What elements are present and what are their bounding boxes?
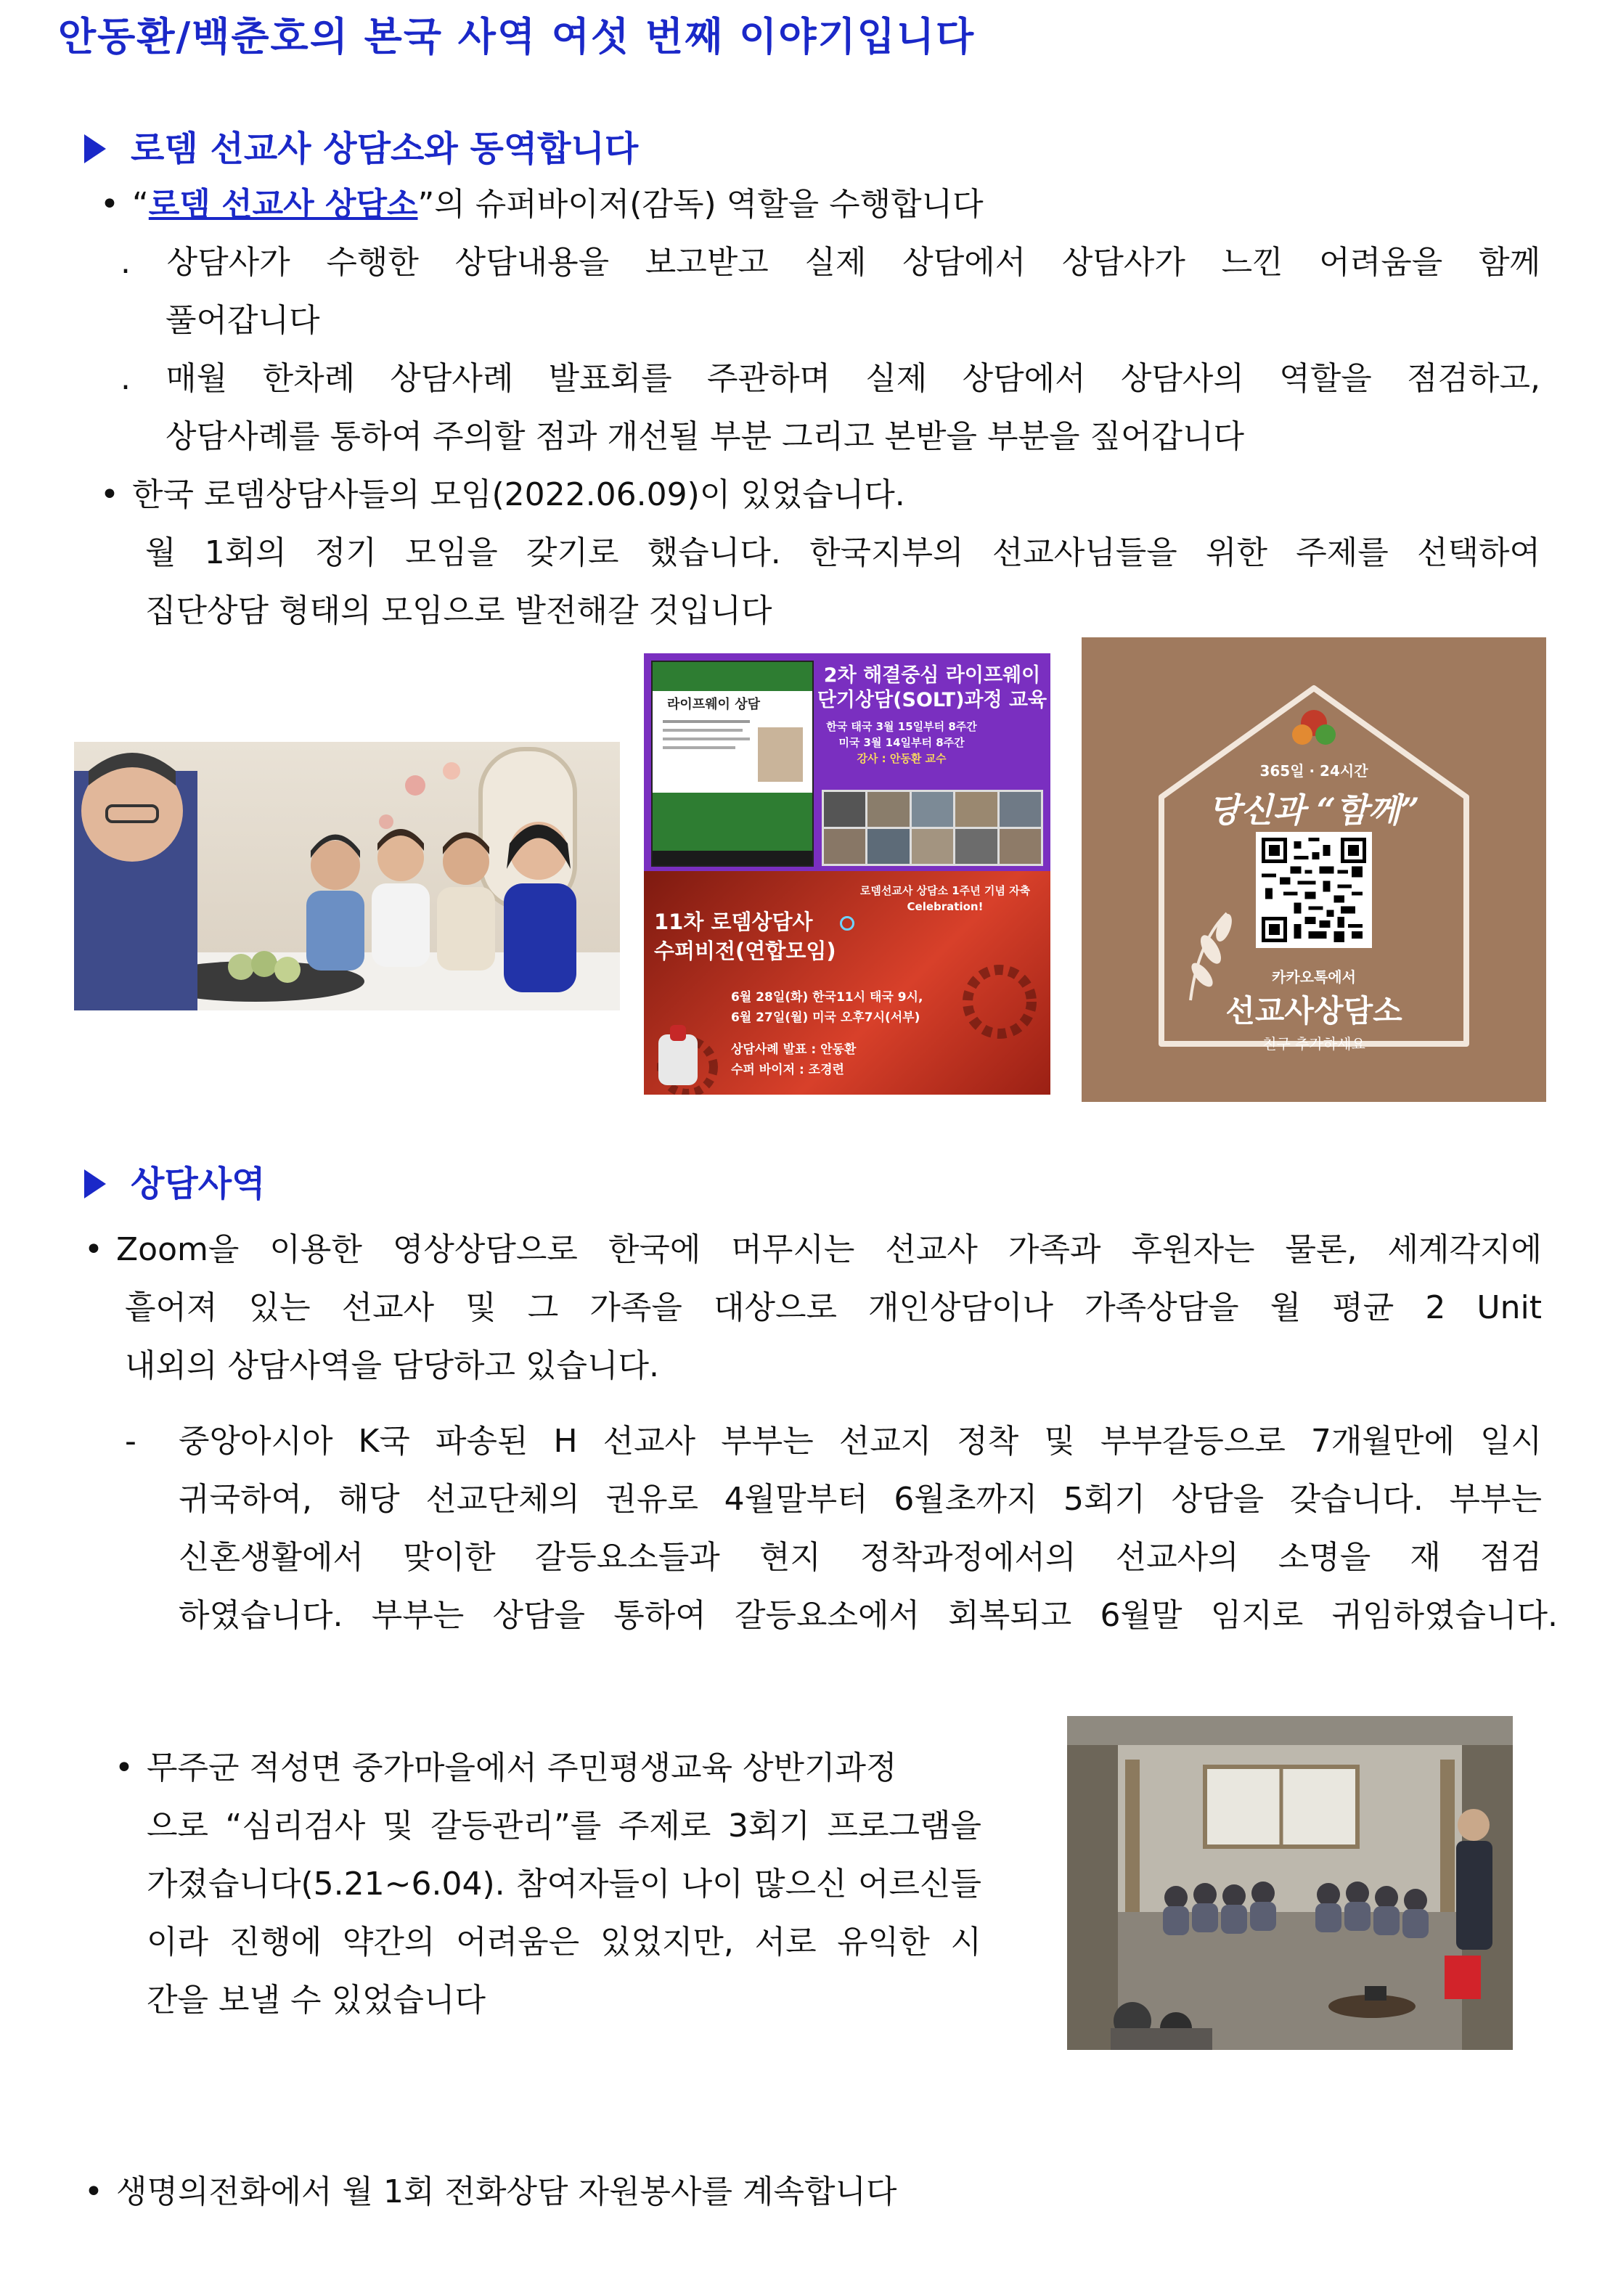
case-line3: 신혼생활에서 맞이한 갈등요소들과 현지 정착과정에서의 선교사의 소명을 재 점검	[179, 1539, 1542, 1576]
supervision-date-usa: 6월 27일(월) 미국 오후7시(서부)	[731, 1010, 920, 1025]
supervision-poster	[644, 871, 1050, 1095]
muju-line4: 이라 진행에 약간의 어려움은 있었지만, 서로 유익한 시	[147, 1924, 981, 1961]
supervision-title-line2: 수퍼비전(연합모임)	[654, 939, 836, 963]
section-heading-text: 로뎀 선교사 상담소와 동역합니다	[131, 128, 639, 169]
zoom-counseling-line3: 내외의 상담사역을 담당하고 있습니다.	[125, 1347, 660, 1384]
supervision-title-line1: 11차 로뎀상담사	[654, 910, 813, 934]
case-line2: 귀국하여, 해당 선교단체의 권유로 4월말부터 6월초까지 5회기 상담을 갖습니다. 부부는	[179, 1481, 1542, 1518]
case-presenter: 상담사례 발표 : 안동환	[731, 1042, 857, 1057]
qr-code-icon[interactable]	[1256, 832, 1372, 948]
quote-open: “	[132, 186, 149, 223]
arrow-bullet-icon	[84, 134, 106, 163]
paragraph-monthly-cont: 상담사례를 통하여 주의할 점과 개선될 부분 그리고 본받을 부분을 짚어갑니다	[166, 418, 1245, 455]
celebration-text: Celebration!	[907, 900, 984, 913]
bullet-meeting: • 한국 로뎀상담사들의 모임(2022.06.09)이 있었습니다.	[132, 466, 905, 524]
paragraph-meeting: 월 1회의 정기 모임을 갖기로 했습니다. 한국지부의 선교사님들을 위한 주제를 선택하여	[145, 534, 1540, 571]
rodem-link[interactable]: 로뎀 선교사 상담소	[148, 186, 418, 223]
dash-marker: -	[125, 1423, 136, 1460]
zoom-gallery	[822, 790, 1043, 866]
solt-schedule-usa: 미국 3월 14일부터 8주간	[838, 736, 965, 749]
section-heading-counseling	[84, 1156, 265, 1206]
supervision-date-korea: 6월 28일(화) 한국11시 태국 9시,	[731, 990, 923, 1005]
muju-line3: 가졌습니다(5.21~6.04). 참여자들이 나이 많으신 어르신들	[147, 1866, 981, 1903]
solt-course-poster	[644, 653, 1050, 871]
training-poster	[644, 653, 1050, 1095]
qr-script-title: 당신과 “함께”	[1208, 790, 1420, 830]
page-title: 안동환/백춘호의 본국 사역 여섯 번째 이야기입니다	[58, 14, 976, 60]
solt-title-line2: 단기상담(SOLT)과정 교육	[817, 689, 1047, 711]
paragraph-report-cont: 풀어갑니다	[166, 302, 320, 339]
supervisor-name: 수퍼 바이저 : 조경련	[731, 1063, 844, 1077]
qr-counseling-name: 선교사상담소	[1225, 993, 1402, 1029]
muju-line2: 으로 “심리검사 및 갈등관리”를 주제로 3회기 프로그램을	[147, 1807, 981, 1844]
qr-counseling-card	[1082, 637, 1546, 1102]
muju-line5: 간을 보낼 수 있었습니다	[147, 1982, 486, 2019]
paragraph-monthly: . 매월 한차례 상담사례 발표회를 주관하며 실제 상담에서 상담사의 역할을 점검하고,	[121, 360, 1540, 397]
leaflet-title: 라이프웨이 상담	[667, 697, 760, 712]
bullet-supervisor	[132, 176, 984, 234]
section-heading-rodem	[84, 120, 638, 171]
solt-schedule-korea: 한국 태국 3월 15일부터 8주간	[826, 720, 977, 733]
qr-hours: 365일 · 24시간	[1259, 762, 1368, 780]
paragraph-meeting-cont: 집단상담 형태의 모임으로 발전해갈 것입니다	[145, 592, 772, 629]
zoom-counseling-line2: 흩어져 있는 선교사 및 그 가족을 대상으로 개인상담이나 가족상담을 월 평균 2 Unit	[125, 1289, 1542, 1326]
classroom-photo	[1067, 1716, 1513, 2050]
qr-kakao-label: 카카오톡에서	[1272, 968, 1356, 986]
group-selfie-photo	[74, 742, 620, 1010]
lifeline-volunteer: • 생명의전화에서 월 1회 전화상담 자원봉사를 계속합니다	[116, 2163, 897, 2221]
qr-add-friend: 친구 추가하세요	[1262, 1035, 1365, 1053]
solt-lecturer: 강사 : 안동환 교수	[857, 752, 947, 765]
bullet-supervisor-text: ”의 슈퍼바이저(감독) 역할을 수행합니다	[417, 186, 984, 223]
arrow-bullet-icon	[84, 1169, 106, 1198]
gear-icon	[644, 871, 1050, 1095]
anniversary-badge: 로뎀선교사 상담소 1주년 기념 자축	[859, 884, 1031, 897]
case-line4: 하였습니다. 부부는 상담을 통하여 갈등요소에서 회복되고 6월말 임지로 귀임하였습니다.	[179, 1597, 1558, 1634]
paragraph-report: . 상담사가 수행한 상담내용을 보고받고 실제 상담에서 상담사가 느낀 어려움을 함께	[121, 244, 1540, 281]
muju-program-paragraph: • 무주군 적성면 중가마을에서 주민평생교육 상반기과정	[147, 1739, 897, 1797]
solt-title-line1: 2차 해결중심 라이프웨이	[823, 664, 1041, 687]
section-heading-text: 상담사역	[131, 1164, 266, 1204]
zoom-counseling-paragraph: • Zoom을 이용한 영상상담으로 한국에 머무시는 선교사 가족과 후원자는 물론, 세계각지에	[116, 1221, 1542, 1279]
case-line1: 중앙아시아 K국 파송된 H 선교사 부부는 선교지 정착 및 부부갈등으로 7개월만에 일시	[179, 1423, 1542, 1460]
